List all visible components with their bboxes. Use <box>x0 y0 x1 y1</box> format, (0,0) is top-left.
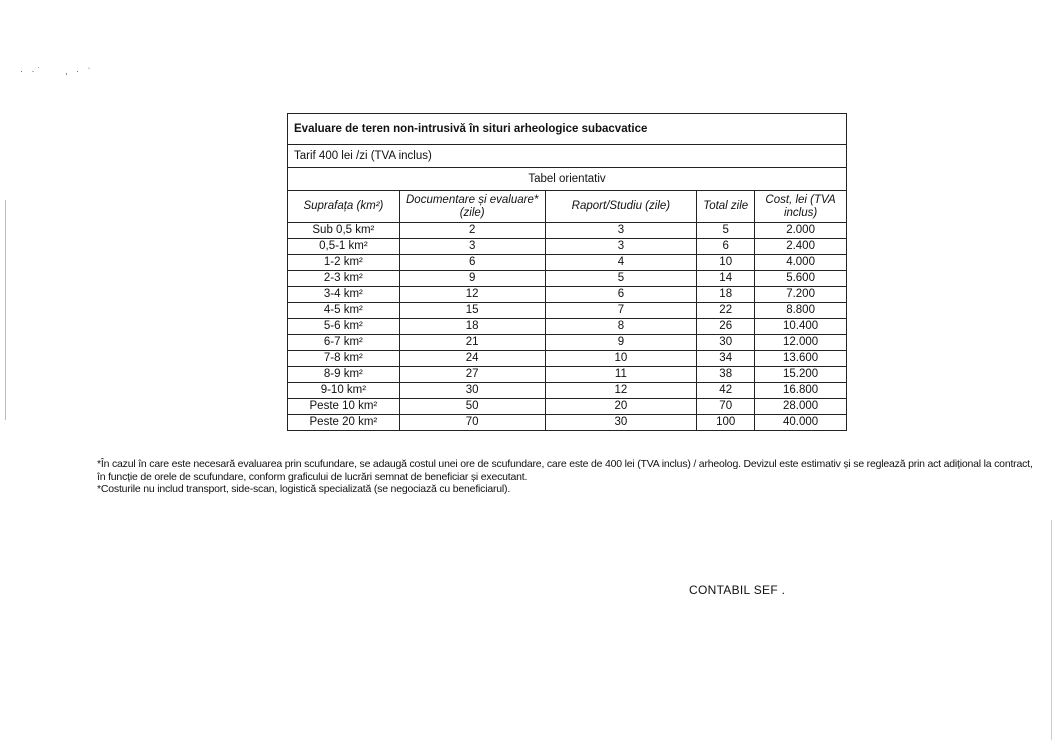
cell-documentation: 9 <box>399 271 545 287</box>
header-documentation: Documentare și evaluare* (zile) <box>399 191 545 223</box>
cell-report: 3 <box>545 239 697 255</box>
cell-cost: 12.000 <box>755 335 847 351</box>
cell-total: 22 <box>697 303 755 319</box>
table-row <box>288 415 847 431</box>
table-row <box>288 271 847 287</box>
cell-area: 8-9 km² <box>288 367 400 383</box>
cell-report: 6 <box>545 287 697 303</box>
scan-specks: · ·˙ ‚ · ˈ <box>20 66 94 76</box>
cell-area: 3-4 km² <box>288 287 400 303</box>
table-row <box>288 223 847 239</box>
table-row <box>288 319 847 335</box>
table-row <box>288 351 847 367</box>
cell-documentation: 24 <box>399 351 545 367</box>
cell-area: 6-7 km² <box>288 335 400 351</box>
table-row <box>288 287 847 303</box>
cell-cost: 10.400 <box>755 319 847 335</box>
cell-cost: 7.200 <box>755 287 847 303</box>
cell-total: 70 <box>697 399 755 415</box>
cell-cost: 2.400 <box>755 239 847 255</box>
cell-documentation: 3 <box>399 239 545 255</box>
cell-report: 8 <box>545 319 697 335</box>
cell-cost: 5.600 <box>755 271 847 287</box>
header-total: Total zile <box>697 191 755 223</box>
cell-report: 30 <box>545 415 697 431</box>
footnote-diving: *În cazul în care este necesară evaluarea prin scufundare, se adaugă costul unei ore de scufundare, care este de 400 lei (TVA inclus) / arheolog. Devizul este estimativ și se reglează prin act adițional la contract, în funcție de orele de scufundare, conform graficului de lucrări semnat de beneficiar și executant. <box>97 458 1033 483</box>
cell-documentation: 21 <box>399 335 545 351</box>
cell-report: 9 <box>545 335 697 351</box>
cell-report: 4 <box>545 255 697 271</box>
cell-documentation: 6 <box>399 255 545 271</box>
cell-total: 18 <box>697 287 755 303</box>
cell-report: 11 <box>545 367 697 383</box>
cell-report: 7 <box>545 303 697 319</box>
header-area: Suprafața (km²) <box>288 191 400 223</box>
table-row <box>288 239 847 255</box>
cell-area: 4-5 km² <box>288 303 400 319</box>
footnotes <box>97 458 1042 496</box>
cell-area: Sub 0,5 km² <box>288 223 400 239</box>
cell-documentation: 2 <box>399 223 545 239</box>
cell-total: 5 <box>697 223 755 239</box>
table-row <box>288 399 847 415</box>
table-row <box>288 383 847 399</box>
cell-total: 100 <box>697 415 755 431</box>
cell-report: 20 <box>545 399 697 415</box>
cell-total: 30 <box>697 335 755 351</box>
table-row <box>288 335 847 351</box>
rate-line: Tarif 400 lei /zi (TVA inclus) <box>288 145 847 168</box>
header-cost: Cost, lei (TVA inclus) <box>755 191 847 223</box>
cell-documentation: 15 <box>399 303 545 319</box>
table-row <box>288 303 847 319</box>
header-row <box>288 191 847 223</box>
cell-report: 10 <box>545 351 697 367</box>
header-report: Raport/Studiu (zile) <box>545 191 697 223</box>
document-title: Evaluare de teren non-intrusivă în situri arheologice subacvatice <box>288 114 847 145</box>
table-row <box>288 367 847 383</box>
cell-cost: 13.600 <box>755 351 847 367</box>
cell-area: 9-10 km² <box>288 383 400 399</box>
scan-edge-right <box>1051 520 1052 740</box>
cell-area: Peste 20 km² <box>288 415 400 431</box>
cell-cost: 15.200 <box>755 367 847 383</box>
cell-total: 14 <box>697 271 755 287</box>
table-row <box>288 255 847 271</box>
cell-area: 7-8 km² <box>288 351 400 367</box>
cell-documentation: 70 <box>399 415 545 431</box>
cell-area: 2-3 km² <box>288 271 400 287</box>
cell-cost: 8.800 <box>755 303 847 319</box>
cell-documentation: 12 <box>399 287 545 303</box>
cell-documentation: 27 <box>399 367 545 383</box>
cell-total: 38 <box>697 367 755 383</box>
cell-report: 3 <box>545 223 697 239</box>
tariff-table <box>287 113 847 431</box>
cell-total: 26 <box>697 319 755 335</box>
cell-area: 5-6 km² <box>288 319 400 335</box>
cell-area: 0,5-1 km² <box>288 239 400 255</box>
cell-cost: 4.000 <box>755 255 847 271</box>
cell-cost: 28.000 <box>755 399 847 415</box>
cell-total: 42 <box>697 383 755 399</box>
cell-total: 34 <box>697 351 755 367</box>
cell-documentation: 50 <box>399 399 545 415</box>
table-caption: Tabel orientativ <box>288 168 847 191</box>
scan-edge-left <box>5 200 6 420</box>
cell-total: 6 <box>697 239 755 255</box>
cell-total: 10 <box>697 255 755 271</box>
cell-report: 12 <box>545 383 697 399</box>
cell-cost: 2.000 <box>755 223 847 239</box>
cell-documentation: 18 <box>399 319 545 335</box>
footnote-costs: *Costurile nu includ transport, side-scan, logistică specializată (se negociază cu beneficiarul). <box>97 483 511 495</box>
cell-cost: 16.800 <box>755 383 847 399</box>
cell-report: 5 <box>545 271 697 287</box>
cell-area: Peste 10 km² <box>288 399 400 415</box>
signature-label: CONTABIL SEF . <box>689 583 786 597</box>
cell-cost: 40.000 <box>755 415 847 431</box>
cell-area: 1-2 km² <box>288 255 400 271</box>
cell-documentation: 30 <box>399 383 545 399</box>
